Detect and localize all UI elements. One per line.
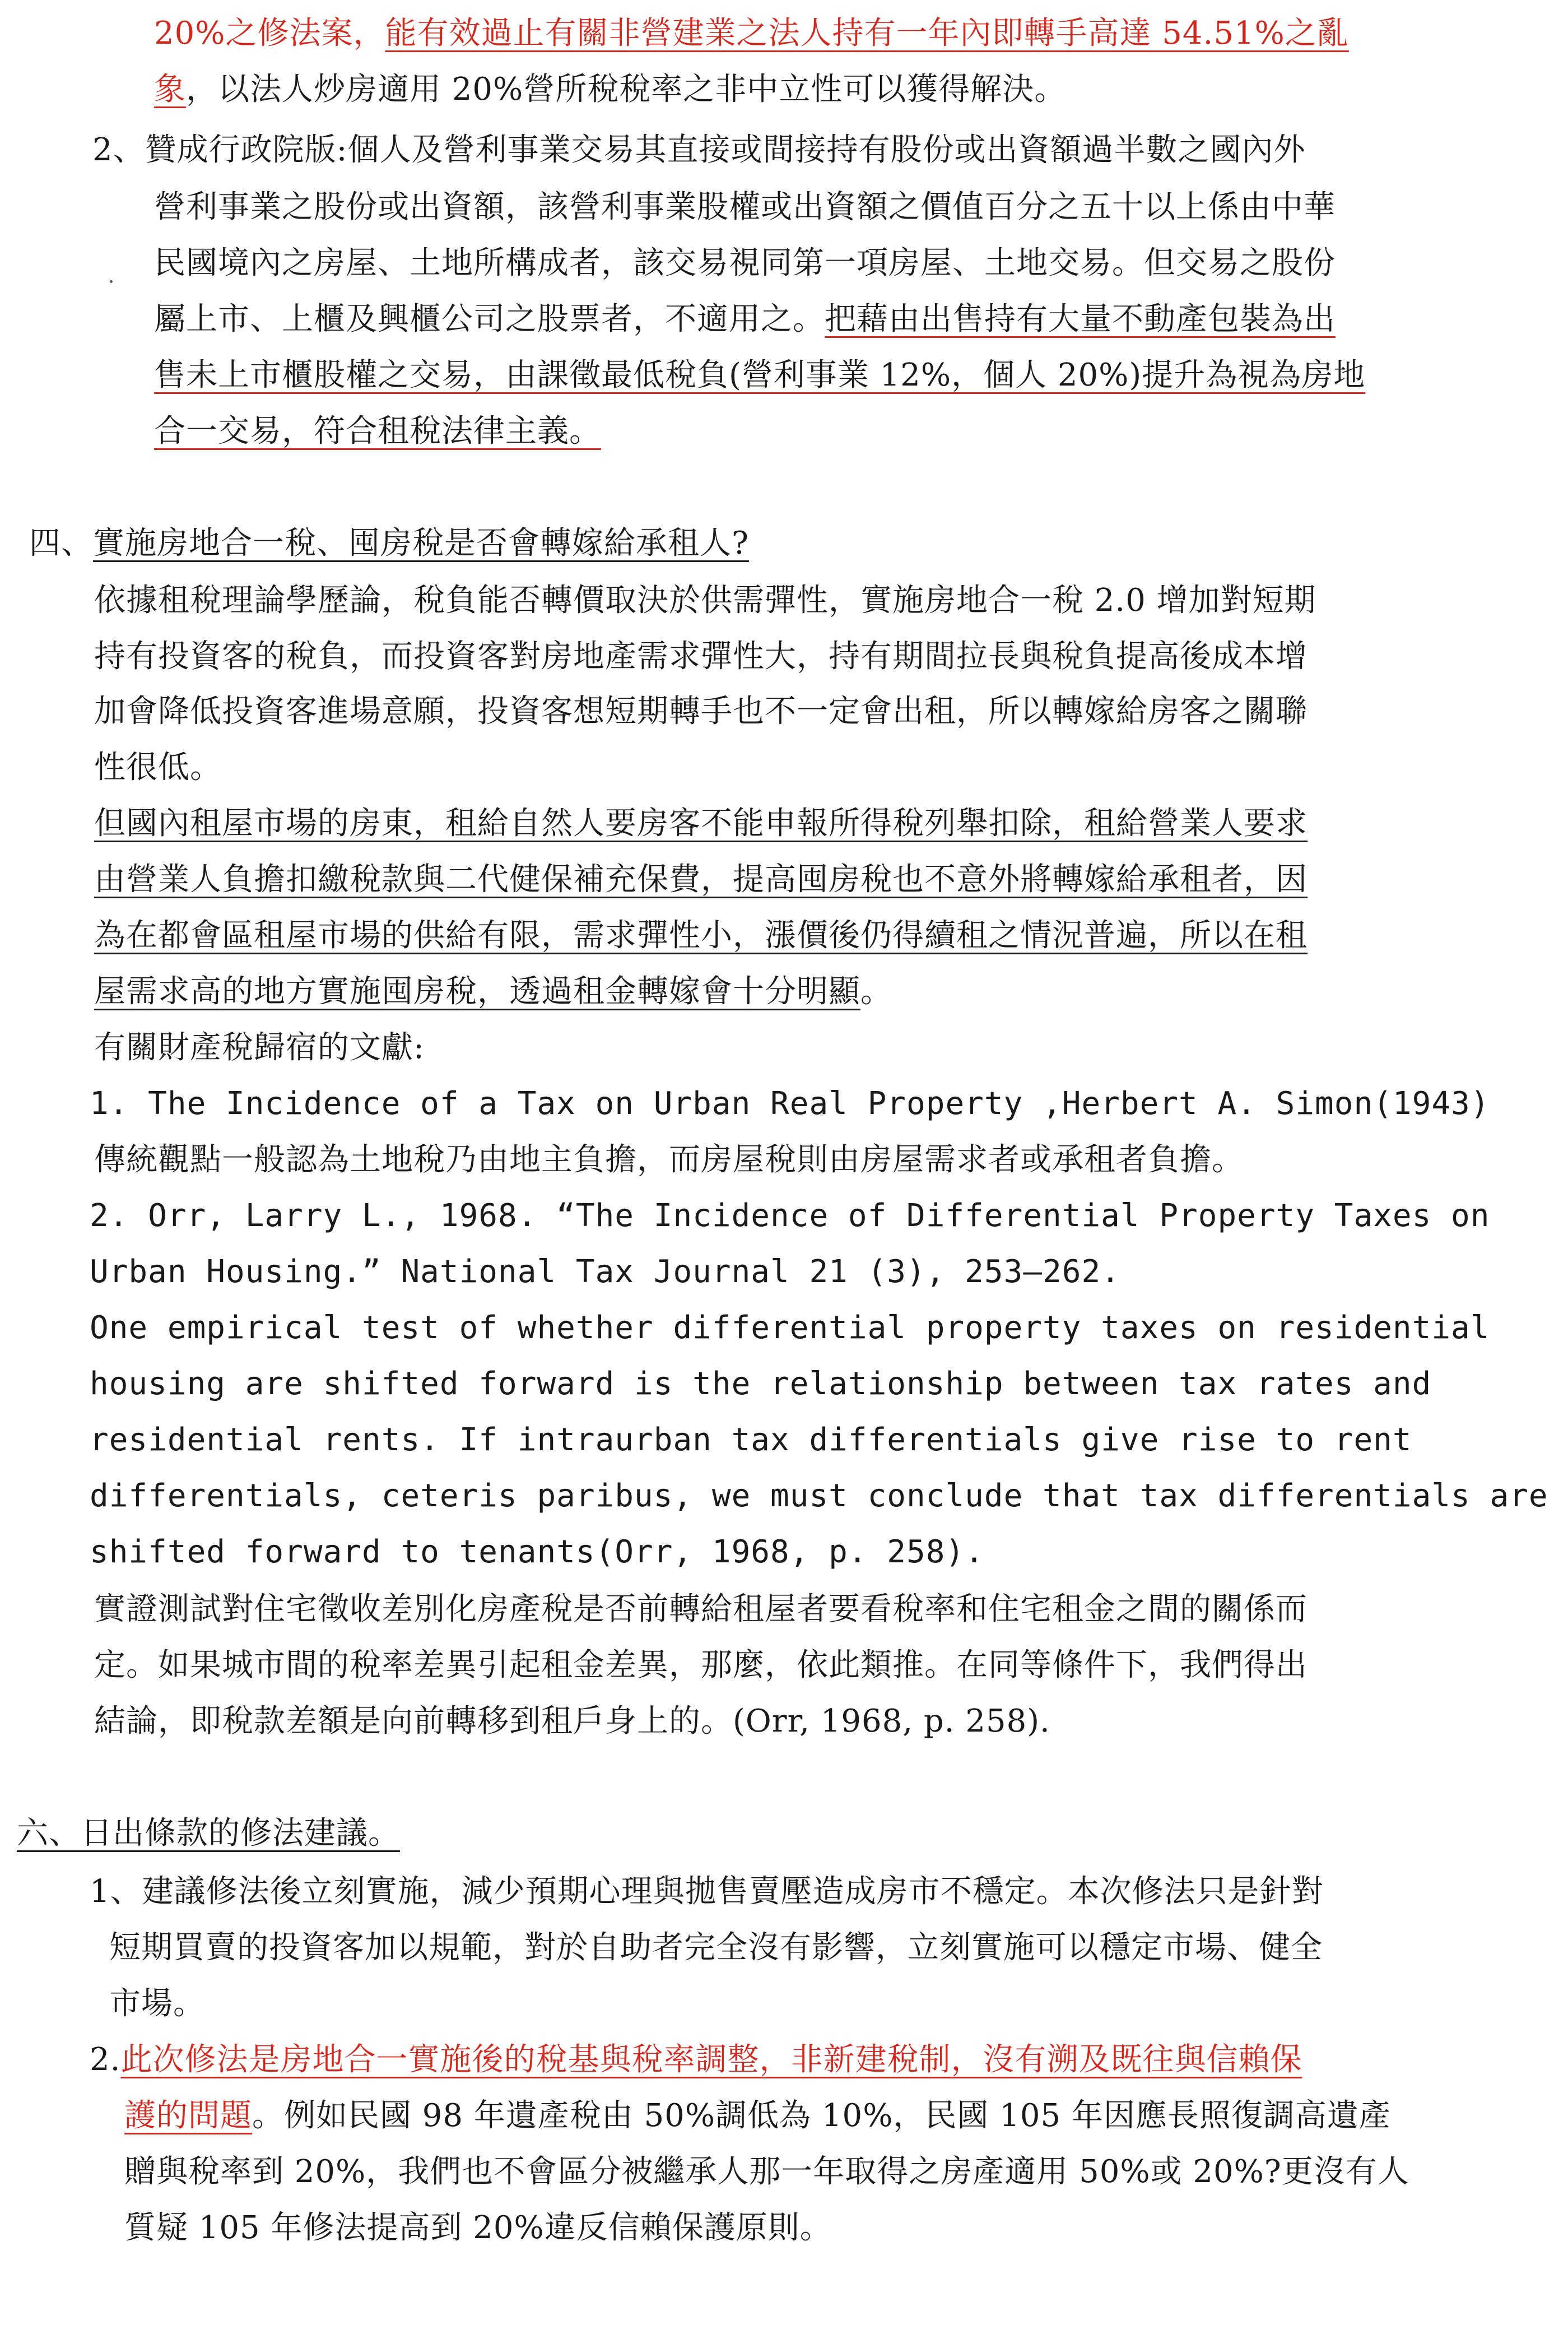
literature-title: 有關財產稅歸宿的文獻: [94,1029,425,1066]
item2-line-4-plain: 屬上市、上櫃及興櫃公司之股票者，不適用之。 [154,301,825,337]
s4-p2-line-2: 由營業人負擔扣繳稅款與二代健保補充保費，提高囤房稅也不意外將轉嫁給承租者，因 [94,861,1308,898]
reference-2-line-2: Urban Housing.” National Tax Journal 21 (3), 253–262. [90,1254,1120,1290]
scan-speck [110,280,113,283]
en-quote-line-3: residential rents. If intraurban tax differentials give rise to rent [90,1422,1412,1458]
en-quote-line-4: differentials, ceteris paribus, we must conclude that tax differentials are [90,1478,1548,1514]
s4-p1-line-3: 加會降低投資客進場意願，投資客想短期轉手也不一定會出租，所以轉嫁給房客之關聯 [94,693,1308,730]
s6-item1-line-3: 市場。 [109,1985,205,2022]
intro-line-2-rest: ，以法人炒房適用 20%營所稅稅率之非中立性可以獲得解決。 [186,71,1067,108]
section6-heading: 六、日出條款的修法建議。 [17,1815,400,1851]
intro-red-text: 20%之修法案， [154,15,385,52]
s4-p2-line-3: 為在都會區租屋市場的供給有限，需求彈性小，漲價後仍得續租之情況普遍，所以在租 [94,917,1308,954]
s6-item2-line-2-rest: 。例如民國 98 年遺產稅由 50%調低為 10%，民國 105 年因應長照復調高遺產 [252,2097,1391,2134]
item2-line-6: 合一交易，符合租稅法律主義。 [154,413,601,449]
s4-p1-line-4: 性很低。 [94,749,222,786]
section4-title: 實施房地合一稅、囤房稅是否會轉嫁給承租人? [93,525,750,561]
s6-item2-number: 2. [90,2041,121,2078]
intro-line-2 [154,67,1066,112]
item2-line-4 [154,297,1336,342]
s6-item2-line-1 [90,2038,1302,2082]
s4-p1-line-2: 持有投資客的稅負，而投資客對房地產需求彈性大，持有期間拉長與稅負提高後成本增 [94,638,1308,675]
section4-prefix: 四、 [29,525,93,561]
item2-line-3: 民國境內之房屋、土地所構成者，該交易視同第一項房屋、土地交易。但交易之股份 [154,245,1336,281]
s4-p2-line-1: 但國內租屋市場的房東，租給自然人要房客不能申報所得稅列舉扣除，租給營業人要求 [94,805,1308,842]
item2-line-4-underlined: 把藉由出售持有大量不動產包裝為出 [825,301,1336,337]
s6-item2-line-3: 贈與稅率到 20%，我們也不會區分被繼承人那一年取得之房產適用 50%或 20%?更沒有人 [124,2154,1409,2190]
reference-2-line-1: 2. Orr, Larry L., 1968. “The Incidence of Differential Property Taxes on [90,1198,1490,1234]
s6-item2-line-4: 質疑 105 年修法提高到 20%違反信賴保護原則。 [124,2210,832,2246]
section4-heading [29,521,749,566]
s6-item2-red-1: 此次修法是房地合一實施後的稅基與稅率調整，非新建稅制，沒有溯及既往與信賴保 [120,2041,1302,2078]
intro-red-underlined: 能有效過止有關非營建業之法人持有一年內即轉手高達 54.51%之亂 [385,15,1349,52]
intro-red-underlined-2: 象 [154,71,186,108]
item2-line-2: 營利事業之股份或出資額，該營利事業股權或出資額之價值百分之五十以上係由中華 [154,189,1336,225]
en-quote-line-5: shifted forward to tenants(Orr, 1968, p. 258). [90,1534,984,1570]
s4-p2-line-4-text: 屋需求高的地方實施囤房稅，透過租金轉嫁會十分明顯 [94,973,860,1010]
item2-line-5: 售未上市櫃股權之交易，由課徵最低稅負(營利事業 12%，個人 20%)提升為視為房地 [154,357,1366,393]
reference-1-zh: 傳統觀點一般認為土地稅乃由地主負擔，而房屋稅則由房屋需求者或承租者負擔。 [94,1141,1244,1178]
zh-translation-line-3: 結論，即稅款差額是向前轉移到租戶身上的。(Orr, 1968, p. 258). [94,1703,1050,1739]
zh-translation-line-2: 定。如果城市間的稅率差異引起租金差異，那麼，依此類推。在同等條件下，我們得出 [94,1647,1308,1683]
item2-line-1: 2、贊成行政院版:個人及營利事業交易其直接或間接持有股份或出資額過半數之國內外 [92,132,1306,168]
zh-translation-line-1: 實證測試對住宅徵收差別化房產稅是否前轉給租屋者要看稅率和住宅租金之間的關係而 [94,1591,1308,1627]
reference-1: 1. The Incidence of a Tax on Urban Real Property ,Herbert A. Simon(1943) [90,1085,1490,1122]
en-quote-line-2: housing are shifted forward is the relationship between tax rates and [90,1366,1432,1402]
s6-item2-red-2: 護的問題 [124,2097,252,2134]
s6-item1-line-1: 1、建議修法後立刻實施，減少預期心理與拋售賣壓造成房市不穩定。本次修法只是針對 [90,1873,1324,1910]
s4-p2-line-4-end: 。 [860,973,892,1010]
intro-line-1 [154,11,1349,56]
s4-p1-line-1: 依據租稅理論學歷論，稅負能否轉價取決於供需彈性，實施房地合一稅 2.0 增加對短期 [94,582,1316,619]
en-quote-line-1: One empirical test of whether differential property taxes on residential [90,1310,1490,1346]
s6-item1-line-2: 短期買賣的投資客加以規範，對於自助者完全沒有影響，立刻實施可以穩定市場、健全 [109,1929,1323,1966]
s4-p2-line-4 [94,969,892,1014]
s6-item2-line-2 [124,2094,1391,2138]
